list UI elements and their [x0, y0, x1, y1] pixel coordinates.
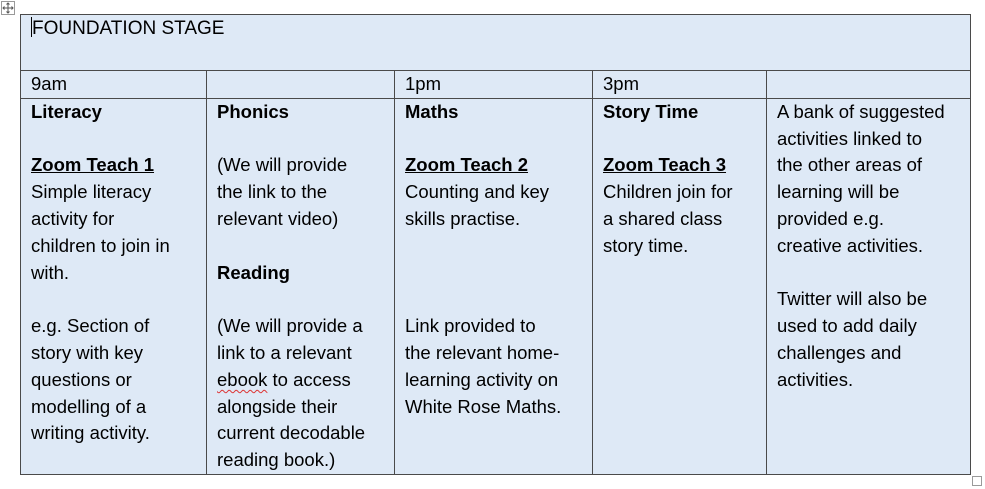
page-title: FOUNDATION STAGE: [32, 18, 225, 39]
title-cell[interactable]: [21, 15, 971, 71]
text-line: challenges and: [777, 341, 902, 363]
text-line: Link provided to: [405, 315, 536, 337]
timetable-table: [20, 14, 971, 475]
time-row: [21, 71, 971, 99]
text-line: with.: [31, 261, 70, 283]
text-line: Counting and key: [405, 181, 549, 203]
blank-line: [405, 286, 592, 313]
column-cell[interactable]: [395, 98, 593, 474]
session-link-label: Zoom Teach 3: [603, 154, 727, 176]
text-line: a shared class: [603, 207, 723, 229]
text-line: Simple literacy: [31, 181, 152, 203]
text-line-rest: to access: [267, 368, 351, 390]
text-line: activities.: [777, 368, 854, 390]
column-heading: Maths: [405, 100, 459, 122]
blank-line: [31, 126, 206, 153]
time-cell-4[interactable]: 3pm: [593, 71, 767, 99]
subheading: Reading: [217, 261, 290, 283]
session-link-label: Zoom Teach 2: [405, 154, 529, 176]
text-line: the other areas of: [777, 154, 923, 176]
blank-line: [217, 286, 394, 313]
text-line: questions or: [31, 368, 132, 390]
column-heading: Story Time: [603, 100, 699, 122]
text-line: children to join in: [31, 234, 170, 256]
text-line: used to add daily: [777, 315, 917, 337]
text-line: White Rose Maths.: [405, 395, 562, 417]
text-line: activity for: [31, 207, 115, 229]
text-line: [217, 367, 394, 394]
blank-line: [603, 126, 766, 153]
blank-line: [31, 286, 206, 313]
column-cell[interactable]: [207, 98, 395, 474]
text-line: modelling of a: [31, 395, 147, 417]
misspelled-word[interactable]: ebook: [217, 368, 268, 390]
text-line: writing activity.: [31, 422, 150, 444]
text-line: learning activity on: [405, 368, 559, 390]
move-arrows-icon: [2, 2, 14, 14]
column-cell[interactable]: [21, 98, 207, 474]
text-line: learning will be: [777, 181, 900, 203]
text-line: (We will provide: [217, 154, 348, 176]
text-line: e.g. Section of: [31, 315, 150, 337]
text-line: Twitter will also be: [777, 288, 928, 310]
text-line: A bank of suggested: [777, 100, 945, 122]
time-cell-2[interactable]: [207, 71, 395, 99]
table-resize-handle[interactable]: [972, 476, 982, 486]
table-move-handle[interactable]: [1, 1, 15, 15]
text-line: story with key: [31, 341, 144, 363]
blank-line: [217, 233, 394, 260]
time-cell-3[interactable]: 1pm: [395, 71, 593, 99]
time-cell-1[interactable]: 9am: [21, 71, 207, 99]
content-row: [21, 98, 971, 474]
blank-line: [405, 126, 592, 153]
column-heading: Phonics: [217, 100, 289, 122]
column-heading: Literacy: [31, 100, 102, 122]
text-line: (We will provide a: [217, 315, 363, 337]
text-line: current decodable: [217, 422, 366, 444]
text-line: reading book.): [217, 449, 336, 471]
blank-line: [405, 260, 592, 287]
text-line: the link to the: [217, 181, 328, 203]
blank-line: [405, 233, 592, 260]
text-line: skills practise.: [405, 207, 521, 229]
title-row: [21, 15, 971, 71]
blank-line: [217, 126, 394, 153]
column-cell[interactable]: [593, 98, 767, 474]
blank-line: [777, 260, 970, 287]
text-line: alongside their: [217, 395, 338, 417]
text-line: relevant video): [217, 207, 339, 229]
session-link-label: Zoom Teach 1: [31, 154, 155, 176]
text-line: creative activities.: [777, 234, 923, 256]
text-line: provided e.g.: [777, 207, 884, 229]
column-cell[interactable]: [767, 98, 971, 474]
text-line: activities linked to: [777, 127, 922, 149]
text-line: story time.: [603, 234, 689, 256]
text-line: Children join for: [603, 181, 733, 203]
time-cell-5[interactable]: [767, 71, 971, 99]
text-line: the relevant home-: [405, 341, 560, 363]
text-line: link to a relevant: [217, 341, 352, 363]
